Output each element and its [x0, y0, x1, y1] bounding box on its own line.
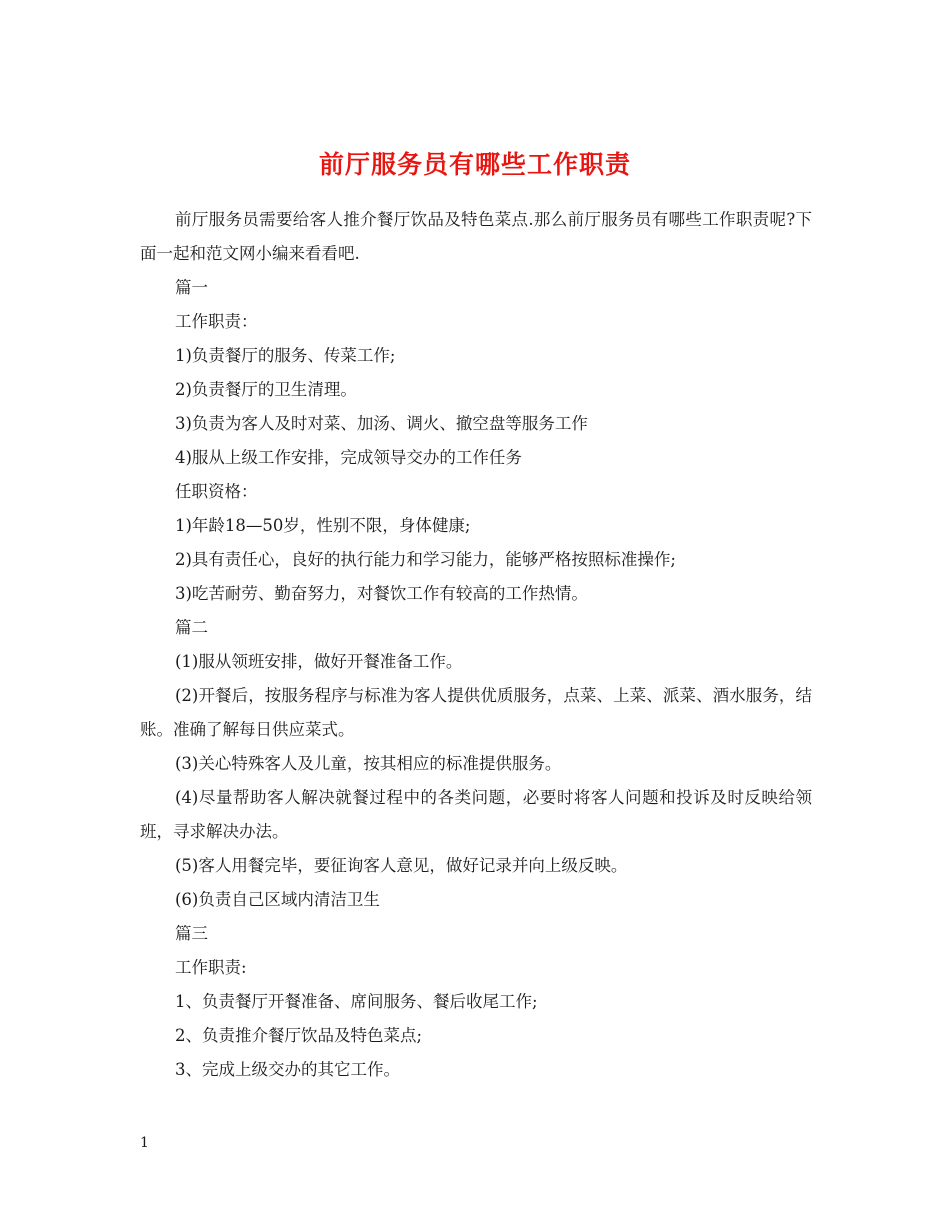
- document-title: 前厅服务员有哪些工作职责: [318, 149, 631, 179]
- qualification-item: 1)年龄18—50岁，性别不限，身体健康;: [175, 516, 471, 535]
- duty-item: (3)关心特殊客人及儿童，按其相应的标准提供服务。: [175, 754, 562, 773]
- document-body: [140, 203, 812, 1087]
- duty-item: 2、负责推介餐厅饮品及特色菜点;: [175, 1026, 423, 1045]
- duties-heading-1: 工作职责：: [175, 312, 258, 331]
- duty-item: (2)开餐后，按服务程序与标准为客人提供优质服务，点菜、上菜、派菜、酒水服务，结账。准确了解每日供应菜式。: [140, 686, 812, 739]
- duty-item: (1)服从领班安排，做好开餐准备工作。: [175, 652, 463, 671]
- duty-item: (6)负责自己区域内清洁卫生: [175, 890, 380, 909]
- qualifications-heading: 任职资格：: [175, 482, 258, 501]
- section-heading-2: 篇二: [175, 618, 208, 637]
- section-heading-1: 篇一: [175, 278, 208, 297]
- duty-item: (4)尽量帮助客人解决就餐过程中的各类问题，必要时将客人问题和投诉及时反映给领班，寻求解决办法。: [140, 788, 812, 841]
- duty-item: 1、负责餐厅开餐准备、席间服务、餐后收尾工作;: [175, 992, 538, 1011]
- duty-item: 1)负责餐厅的服务、传菜工作;: [175, 346, 396, 365]
- duty-item: 3)负责为客人及时对菜、加汤、调火、撤空盘等服务工作: [175, 414, 588, 433]
- duty-item: 2)负责餐厅的卫生清理。: [175, 380, 357, 399]
- intro-paragraph: 前厅服务员需要给客人推介餐厅饮品及特色菜点.那么前厅服务员有哪些工作职责呢?下面一起和范文网小编来看看吧.: [140, 210, 812, 263]
- qualification-item: 2)具有责任心，良好的执行能力和学习能力，能够严格按照标准操作;: [175, 550, 676, 569]
- duties-heading-3: 工作职责:: [175, 958, 247, 977]
- duty-item: 3、完成上级交办的其它工作。: [175, 1060, 400, 1079]
- duty-item: (5)客人用餐完毕，要征询客人意见，做好记录并向上级反映。: [175, 856, 628, 875]
- duty-item: 4)服从上级工作安排，完成领导交办的工作任务: [175, 448, 522, 467]
- page-number: 1: [140, 1135, 149, 1151]
- qualification-item: 3)吃苦耐劳、勤奋努力，对餐饮工作有较高的工作热情。: [175, 584, 588, 603]
- section-heading-3: 篇三: [175, 924, 208, 943]
